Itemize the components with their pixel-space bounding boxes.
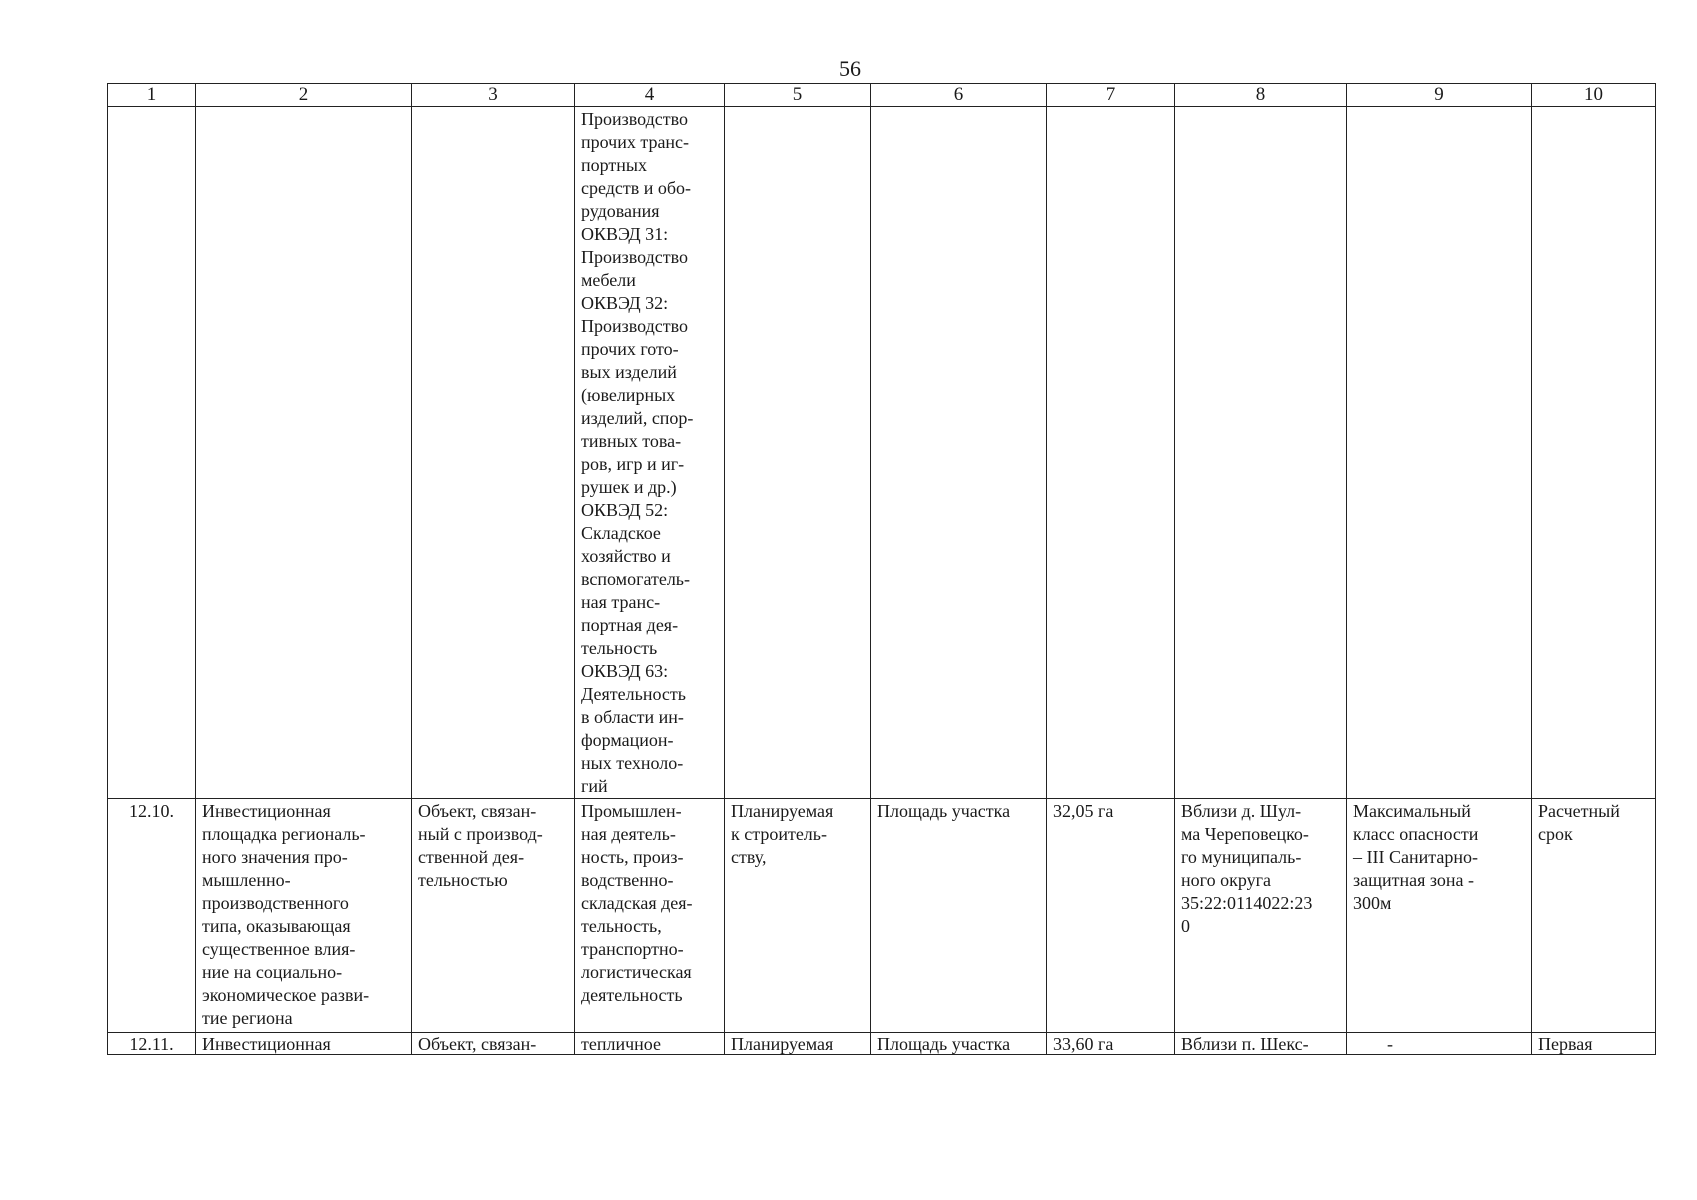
- object-purpose: Объект, связан-: [412, 1033, 575, 1055]
- column-number: 6: [871, 84, 1047, 107]
- location: Вблизи п. Шекс-: [1175, 1033, 1347, 1055]
- page-number: 56: [839, 56, 861, 81]
- empty-cell: [1047, 107, 1175, 799]
- column-number: 9: [1347, 84, 1532, 107]
- location: [1175, 799, 1347, 1033]
- characteristic: Площадь участка: [871, 1033, 1047, 1055]
- object-status: [725, 799, 871, 1033]
- activity-type: [575, 799, 725, 1033]
- characteristic: Площадь участка: [871, 799, 1047, 1033]
- activity-type: тепличное: [575, 1033, 725, 1055]
- column-number: 3: [412, 84, 575, 107]
- column-number: 2: [196, 84, 412, 107]
- empty-cell: [1347, 107, 1532, 799]
- column-number: 4: [575, 84, 725, 107]
- object-name: Инвестиционная: [196, 1033, 412, 1055]
- object-purpose: [412, 799, 575, 1033]
- row-number: 12.11.: [108, 1033, 196, 1055]
- empty-cell: [1175, 107, 1347, 799]
- column-number: 1: [108, 84, 196, 107]
- restricted-zones-text: Максимальный класс опасности – III Санитарно- защитная зона - 300м: [1353, 801, 1479, 913]
- table-row: [108, 1033, 1656, 1055]
- empty-cell: [108, 107, 196, 799]
- restricted-zones: -: [1347, 1033, 1532, 1055]
- object-name-text: Инвестиционная площадка региональ- ного значения про- мышленно- производственного типа, оказывающая существенное влия- ние на социально- экономическое разви- тие региона: [202, 801, 370, 1028]
- empty-cell: [1532, 107, 1656, 799]
- activity-continuation-text: Производство прочих транс- портных средств и обо- рудования ОКВЭД 31: Производство мебели ОКВЭД 32: Производство прочих гото- вых изделий (ювелирных изделий, спор- тивных това- ров, игр и иг- рушек и др.) ОКВЭД 52: Складское хозяйство и вспомогатель- ная транс- портная дея- тельность ОКВЭД 63: Деятельность в области ин- формацион- ных техноло- гий: [581, 109, 694, 796]
- column-number: 7: [1047, 84, 1175, 107]
- column-number: 8: [1175, 84, 1347, 107]
- column-number: 5: [725, 84, 871, 107]
- object-status-text: Планируемая к строитель- ству,: [731, 801, 834, 867]
- empty-cell: [196, 107, 412, 799]
- object-status: Планируемая: [725, 1033, 871, 1055]
- column-number-row: [108, 84, 1656, 107]
- object-purpose-text: Объект, связан- ный с производ- ственной дея- тельностью: [418, 801, 543, 890]
- empty-cell: [871, 107, 1047, 799]
- activity-type-text: Промышлен- ная деятель- ность, произ- водственно- складская дея- тельность, транспортно- логистическая деятельность: [581, 801, 693, 1005]
- column-number: 10: [1532, 84, 1656, 107]
- empty-cell: [412, 107, 575, 799]
- implementation-term-text: Расчетный срок: [1538, 801, 1620, 844]
- planning-table: [107, 83, 1656, 1055]
- implementation-term: Первая: [1532, 1033, 1656, 1055]
- table-row: [108, 799, 1656, 1033]
- activity-cell: [575, 107, 725, 799]
- restricted-zones: [1347, 799, 1532, 1033]
- table-row-continuation: [108, 107, 1656, 799]
- characteristic-value: 33,60 га: [1047, 1033, 1175, 1055]
- row-number: 12.10.: [108, 799, 196, 1033]
- location-text: Вблизи д. Шул- ма Череповецко- го муниципаль- ного округа 35:22:0114022:23 0: [1181, 801, 1313, 936]
- characteristic-value: 32,05 га: [1047, 799, 1175, 1033]
- implementation-term: [1532, 799, 1656, 1033]
- object-name: [196, 799, 412, 1033]
- empty-cell: [725, 107, 871, 799]
